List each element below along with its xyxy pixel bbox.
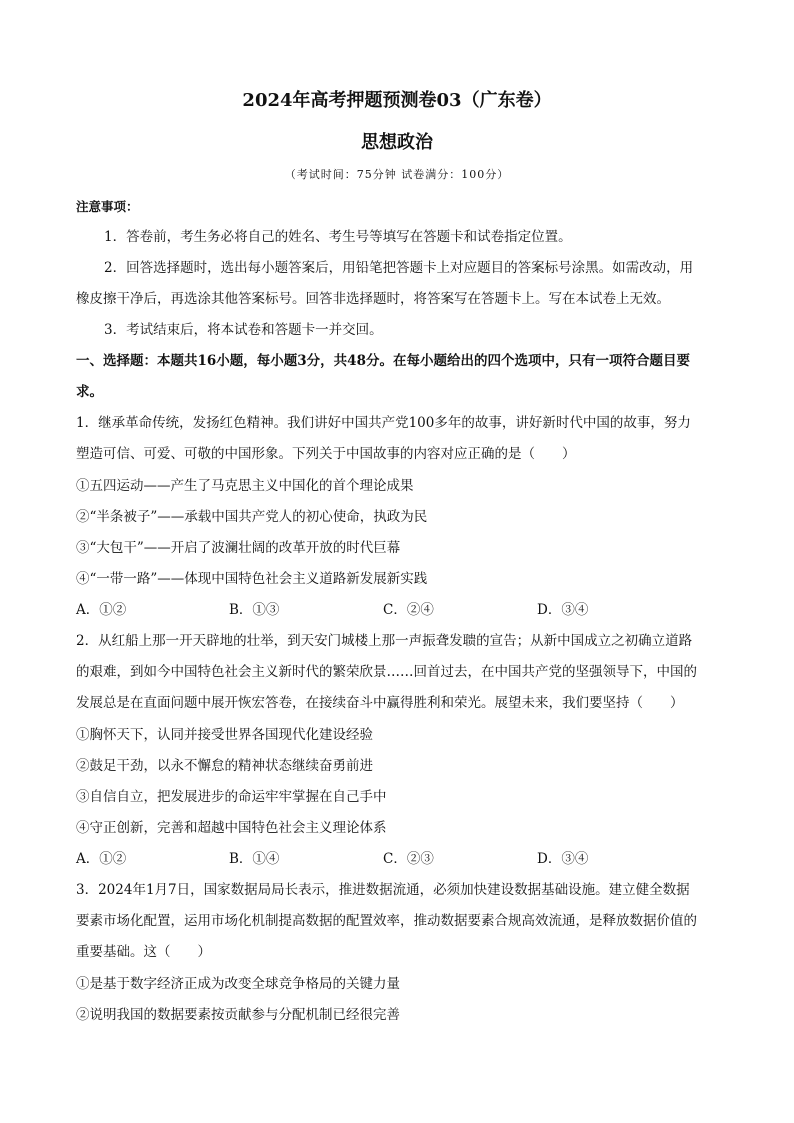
question-1-item: ①五四运动——产生了马克思主义中国化的首个理论成果 [76, 478, 414, 494]
question-2-option-b[interactable]: B．①④ [229, 851, 280, 867]
question-1-stem-cont: 塑造可信、可爱、可敬的中国形象。下列关于中国故事的内容对应正确的是（ ） [76, 446, 576, 462]
question-1-item: ④“一带一路”——体现中国特色社会主义道路新发展新实践 [76, 571, 428, 587]
question-3-stem-cont: 重要基础。这（ ） [76, 944, 211, 960]
question-2-stem: 2．从红船上那一开天辟地的壮举，到天安门城楼上那一声振聋发聩的宣告；从新中国成立之初确立道路 [76, 633, 693, 649]
notice-item-2-cont: 橡皮擦干净后，再选涂其他答案标号。回答非选择题时，将答案写在答题卡上。写在本试卷上无效。 [76, 291, 670, 307]
notice-item-2: 2．回答选择题时，选出每小题答案后，用铅笔把答题卡上对应题目的答案标号涂黑。如需改动，用 [104, 260, 694, 276]
subject-title: 思想政治 [361, 132, 433, 153]
question-3-item: ②说明我国的数据要素按贡献参与分配机制已经很完善 [76, 1007, 400, 1023]
question-1-option-d[interactable]: D．③④ [537, 602, 589, 618]
question-2-stem-cont: 的艰难，到如今中国特色社会主义新时代的繁荣欣景……回首过去，在中国共产党的坚强领导下，中国的 [76, 664, 697, 680]
question-1-option-a[interactable]: A．①② [76, 602, 127, 618]
question-1-item: ②“半条被子”——承载中国共产党人的初心使命，执政为民 [76, 509, 428, 525]
question-3-stem-cont: 要素市场化配置，运用市场化机制提高数据的配置效率，推动数据要素合规高效流通，是释放数据价值的 [76, 913, 697, 929]
notice-heading: 注意事项： [76, 199, 139, 214]
question-2-item: ②鼓足干劲，以永不懈怠的精神状态继续奋勇前进 [76, 758, 373, 774]
exam-title: 2024年高考押题预测卷03（广东卷） [242, 90, 552, 111]
section-heading: 一、选择题：本题共16小题，每小题3分，共48分。在每小题给出的四个选项中，只有一项符合题目要 [76, 353, 690, 369]
question-2-item: ①胸怀天下，认同并接受世界各国现代化建设经验 [76, 727, 373, 743]
section-heading-cont: 求。 [76, 384, 103, 400]
notice-item-1: 1．答卷前，考生务必将自己的姓名、考生号等填写在答题卡和试卷指定位置。 [104, 229, 572, 245]
question-2-option-c[interactable]: C．②③ [383, 851, 434, 867]
question-1-option-b[interactable]: B．①③ [229, 602, 280, 618]
question-2-item: ④守正创新，完善和超越中国特色社会主义理论体系 [76, 820, 387, 836]
question-1-item: ③“大包干”——开启了波澜壮阔的改革开放的时代巨幕 [76, 540, 401, 556]
question-1-option-c[interactable]: C．②④ [383, 602, 434, 618]
question-2-stem-cont: 发展总是在直面问题中展开恢宏答卷，在接续奋斗中赢得胜利和荣光。展望未来，我们要坚持（ ） [76, 695, 684, 711]
question-2-option-a[interactable]: A．①② [76, 851, 127, 867]
question-1-stem: 1．继承革命传统，发扬红色精神。我们讲好中国共产党100多年的故事，讲好新时代中国的故事，努力 [76, 415, 691, 431]
exam-meta: （考试时间：75分钟 试卷满分：100分） [284, 168, 510, 181]
question-2-item: ③自信自立，把发展进步的命运牢牢掌握在自己手中 [76, 789, 387, 805]
question-3-stem: 3．2024年1月7日，国家数据局局长表示，推进数据流通，必须加快建设数据基础设施。建立健全数据 [76, 882, 690, 898]
question-2-option-d[interactable]: D．③④ [537, 851, 589, 867]
question-3-item: ①是基于数字经济正成为改变全球竞争格局的关键力量 [76, 976, 400, 992]
notice-item-3: 3．考试结束后，将本试卷和答题卡一并交回。 [104, 322, 383, 338]
